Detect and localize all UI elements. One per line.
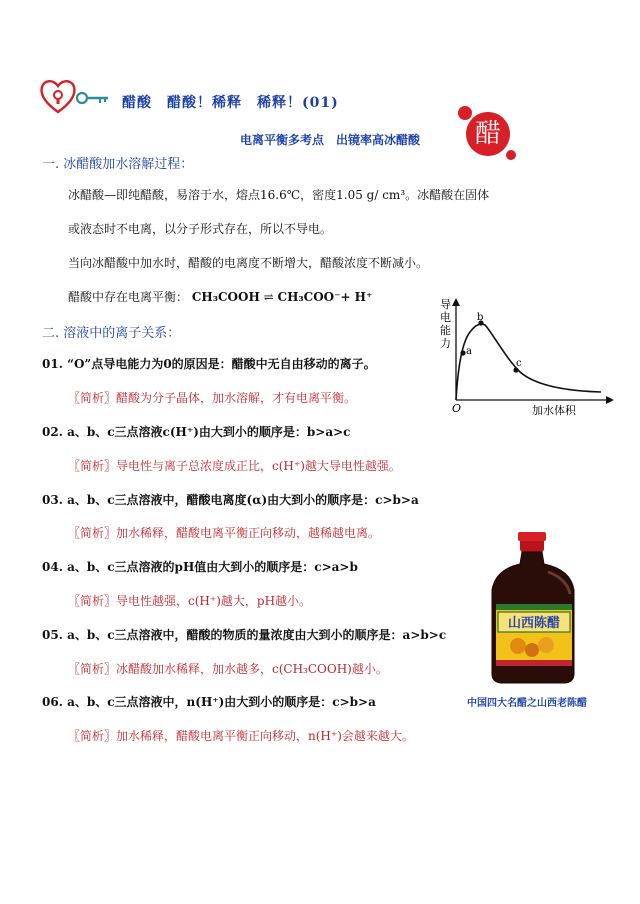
section1-equation-line <box>68 288 372 305</box>
seal-dot-decoration <box>506 150 516 160</box>
graph-y-label-char: 力 <box>440 337 451 350</box>
point-a-label: a <box>466 346 472 357</box>
bottle-label-fruit-3 <box>538 637 554 653</box>
question-4 <box>42 558 358 575</box>
conductivity-graph <box>436 296 616 420</box>
equation-left: CH₃COOH <box>191 290 260 304</box>
graph-x-label: 加水体积 <box>532 404 576 417</box>
point-b-label: b <box>477 312 484 323</box>
question-number: 01. <box>42 357 63 371</box>
graph-y-label-char: 电 <box>440 311 451 324</box>
section1-paragraph-1b: 或液态时不电离，以分子形式存在，所以不导电。 <box>68 222 333 236</box>
point-a-dot <box>460 350 465 355</box>
question-text: a、b、c三点溶液中，n(H⁺)由大到小的顺序是：c>b>a <box>67 695 376 709</box>
question-number: 04. <box>42 560 63 574</box>
question-text: a、b、c三点溶液中，醋酸电离度(α)由大到小的顺序是：c>b>a <box>67 493 419 507</box>
bottle-label-bottom-stripe <box>496 660 572 666</box>
section2-heading: 二. 溶液中的离子关系： <box>42 326 181 341</box>
analysis-1: 〖简析〗醋酸为分子晶体，加水溶解，才有电离平衡。 <box>68 391 357 405</box>
question-number: 06. <box>42 695 63 709</box>
bottle-cap-top <box>518 532 546 541</box>
question-text: a、b、c三点溶液的pH值由大到小的顺序是：c>a>b <box>67 560 358 574</box>
question-3 <box>42 491 419 508</box>
question-number: 03. <box>42 493 63 507</box>
x-axis-arrow-icon <box>606 396 614 404</box>
question-text: a、b、c三点溶液中，醋酸的物质的量浓度由大到小的顺序是：a>b>c <box>67 628 447 642</box>
analysis-3: 〖简析〗加水稀释，醋酸电离平衡正向移动，越稀越电离。 <box>68 526 381 540</box>
bottle-label-fruit-2 <box>525 643 539 657</box>
page-subtitle: 电离平衡多考点 出镜率高冰醋酸 <box>240 133 421 147</box>
equation-right: CH₃COO⁻+ H⁺ <box>277 290 373 304</box>
question-1 <box>42 355 376 372</box>
y-axis-arrow-icon <box>452 298 460 306</box>
question-text: “O”点导电能力为0的原因是：醋酸中无自由移动的离子。 <box>67 357 376 371</box>
analysis-4: 〖简析〗导电性越强，c(H⁺)越大，pH越小。 <box>68 594 312 608</box>
graph-y-label-char: 能 <box>440 324 451 337</box>
page-title: 醋酸 醋酸！稀释 稀释！(01) <box>122 95 339 111</box>
equation-intro: 醋酸中存在电离平衡： <box>68 290 189 304</box>
graph-origin-label: O <box>452 402 462 415</box>
analysis-2: 〖简析〗导电性与离子总浓度成正比，c(H⁺)越大导电性越强。 <box>68 459 401 473</box>
question-number: 05. <box>42 628 63 642</box>
analysis-6: 〖简析〗加水稀释，醋酸电离平衡正向移动，n(H⁺)会越来越大。 <box>68 729 414 743</box>
heart-key-logo-icon <box>38 76 112 116</box>
question-5 <box>42 626 446 643</box>
bottle-label-stripe <box>496 604 572 610</box>
section1-paragraph-2: 当向冰醋酸中加水时，醋酸的电离度不断增大，醋酸浓度不断减小。 <box>68 256 429 270</box>
equilibrium-arrow-icon: ⇌ <box>263 290 274 304</box>
section1-paragraph-1a: 冰醋酸—即纯醋酸，易溶于水，熔点16.6℃，密度1.05 g/ cm³。冰醋酸在固体 <box>68 188 490 202</box>
seal-stamp-icon: 醋 <box>466 112 510 156</box>
section1-heading: 一. 冰醋酸加水溶解过程： <box>42 157 194 172</box>
seal-dot-decoration <box>458 106 472 120</box>
bottle-label-fruit-1 <box>510 638 526 654</box>
bottle-caption: 中国四大名醋之山西老陈醋 <box>467 698 587 709</box>
question-6 <box>42 693 376 710</box>
graph-y-label-char: 导 <box>440 298 451 311</box>
question-text: a、b、c三点溶液c(H⁺)由大到小的顺序是：b>a>c <box>67 425 351 439</box>
bottle-label-text: 山西陈醋 <box>507 616 561 631</box>
question-number: 02. <box>42 425 63 439</box>
conductivity-curve <box>456 324 601 400</box>
question-2 <box>42 423 350 440</box>
vinegar-bottle-image <box>488 528 584 684</box>
point-c-label: c <box>516 358 522 369</box>
analysis-5: 〖简析〗冰醋酸加水稀释，加水越多，c(CH₃COOH)越小。 <box>68 662 388 676</box>
